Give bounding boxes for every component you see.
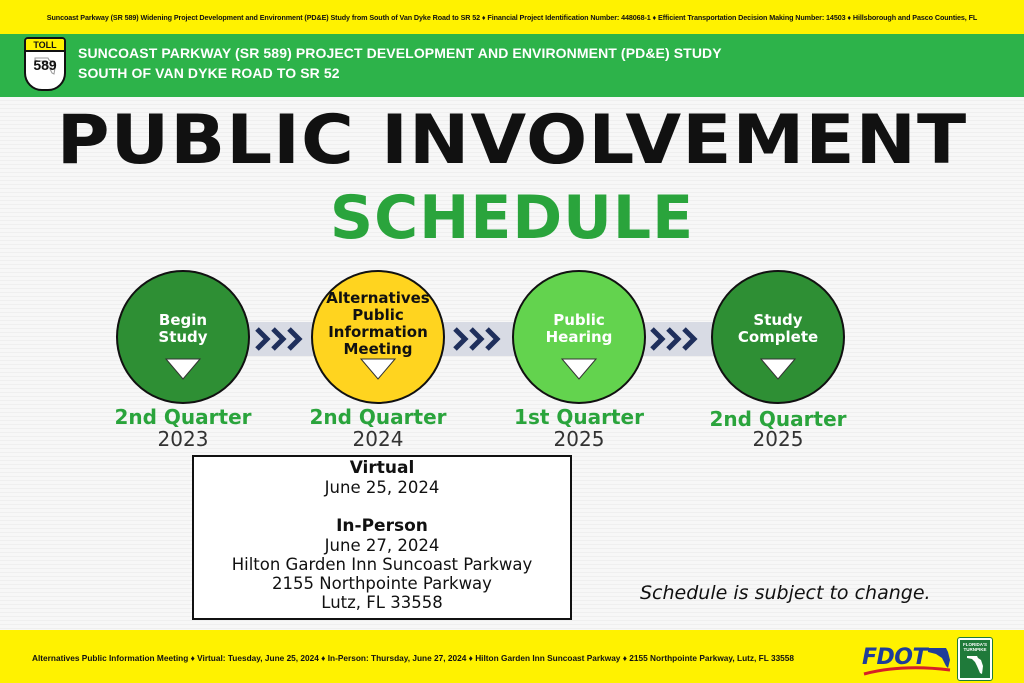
meeting-details-box (192, 455, 572, 620)
milestone-quarter: 1st Quarter (514, 405, 644, 429)
toll-589-shield-icon (24, 37, 66, 91)
fdot-swoosh-icon (862, 640, 952, 678)
chevron-arrows-icon (647, 322, 707, 356)
virtual-date: June 25, 2024 (324, 478, 440, 497)
milestone-quarter: 2nd Quarter (309, 405, 447, 429)
study-title-line2: SOUTH OF VAN DYKE ROAD TO SR 52 (78, 65, 340, 81)
shield-number: 589 (33, 57, 57, 73)
study-title-line1: SUNCOAST PARKWAY (SR 589) PROJECT DEVELOPMENT AND ENVIRONMENT (PD&E) STUDY (78, 45, 722, 61)
milestone-label: Study Complete (737, 311, 819, 346)
virtual-heading: Virtual (349, 458, 415, 478)
milestone-study-complete (711, 270, 845, 404)
triangle-down-icon (360, 358, 396, 380)
milestone-begin-study (116, 270, 250, 404)
chevron-arrows-icon (450, 322, 510, 356)
footer-meeting-info: Alternatives Public Information Meeting ♦ Virtual: Tuesday, June 25, 2024 ♦ In-Person: Thursday, June 27, 2024 ♦ Hilton Garden Inn Suncoast Parkway ♦ 2155 Northpointe Parkway, Lutz, FL 33558 (32, 653, 795, 663)
page-title: PUBLIC INVOLVEMENT (56, 101, 968, 180)
milestone-year: 2025 (752, 427, 804, 451)
venue-address: 2155 Northpointe Parkway (272, 574, 492, 593)
shield-toll-label: TOLL (26, 39, 64, 52)
triangle-down-icon (165, 358, 201, 380)
venue-name: Hilton Garden Inn Suncoast Parkway (231, 555, 533, 574)
milestone-public-hearing (512, 270, 646, 404)
milestone-year: 2023 (157, 427, 209, 451)
milestone-year: 2024 (352, 427, 404, 451)
venue-city: Lutz, FL 33558 (321, 593, 443, 612)
triangle-down-icon (561, 358, 597, 380)
milestone-quarter: 2nd Quarter (114, 405, 252, 429)
turnpike-logo-text: FLORIDA'S TURNPIKE (962, 642, 988, 652)
milestone-alternatives-meeting (311, 270, 445, 404)
page-subtitle: SCHEDULE (329, 183, 695, 253)
florida-map-icon (966, 654, 986, 676)
schedule-disclaimer: Schedule is subject to change. (640, 582, 931, 604)
milestone-year: 2025 (553, 427, 605, 451)
inperson-heading: In-Person (336, 516, 428, 536)
fdot-logo-text: FDOT (862, 645, 927, 670)
milestone-quarter: 2nd Quarter (709, 407, 847, 431)
inperson-date: June 27, 2024 (324, 536, 440, 555)
fdot-logo (862, 640, 952, 678)
project-info-text: Suncoast Parkway (SR 589) Widening Project Development and Environment (PD&E) Study from South of Van Dyke Road to SR 52 ♦ Financial Project Identification Number: 448068-1 ♦ Efficient Transportation Decision Making Number: 14503 ♦ Hillsborough and Pasco Counties, FL (46, 12, 978, 22)
florida-turnpike-logo (958, 638, 992, 680)
project-info-strip (0, 0, 1024, 34)
triangle-down-icon (760, 358, 796, 380)
milestone-label: Begin Study (158, 311, 208, 346)
study-title (78, 43, 722, 83)
milestone-label: Public Hearing (545, 311, 613, 346)
chevron-arrows-icon (252, 322, 312, 356)
milestone-label: Alternatives Public Information Meeting (326, 289, 430, 358)
